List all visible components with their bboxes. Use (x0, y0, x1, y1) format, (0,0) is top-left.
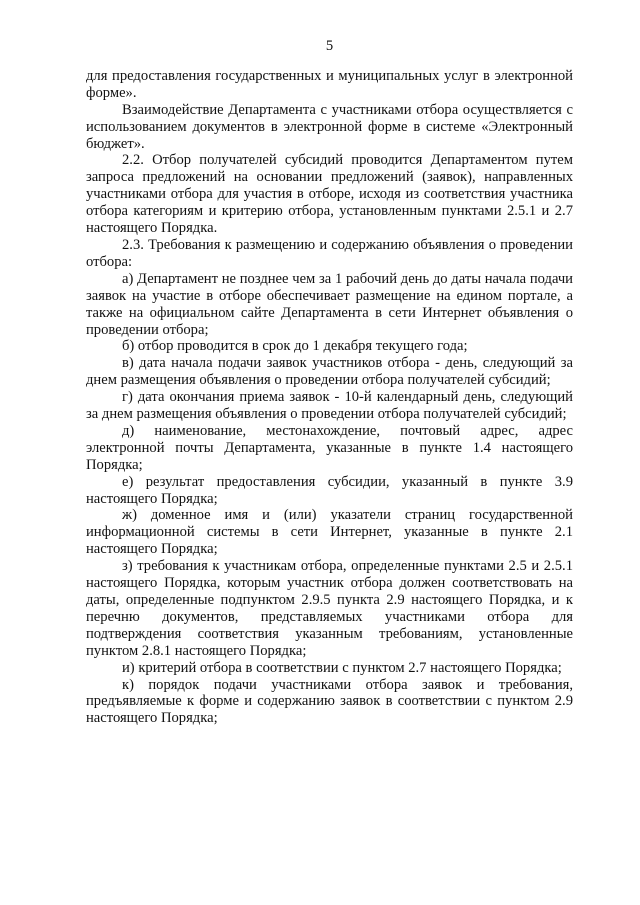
list-item-g: г) дата окончания приема заявок - 10-й календарный день, следующий за днем размещения объявления о проведении отбора получателей субсидий; (86, 389, 573, 423)
list-item-i: и) критерий отбора в соответствии с пунктом 2.7 настоящего Порядка; (122, 659, 562, 676)
list-item-v: в) дата начала подачи заявок участников отбора - день, следующий за днем размещения объявления о проведении отбора получателей субсидий; (86, 355, 573, 389)
paragraph-interaction: Взаимодействие Департамента с участниками отбора осуществляется с использованием документов в электронной форме в системе «Электронный бюджет». (86, 101, 573, 152)
list-item-z: з) требования к участникам отбора, определенные пунктами 2.5 и 2.5.1 настоящего Порядка, которым участник отбора должен соответствовать на даты, определенные подпунктом 2.9.5 пункта 2.9 настоящего Порядка, и к перечню документов, представляемых участниками отбора для подтверждения соответствия указанным требованиям, установленные пунктом 2.8.1 настоящего Порядка; (86, 558, 573, 659)
page-number: 5 (325, 38, 334, 54)
list-item-a: а) Департамент не позднее чем за 1 рабочий день до даты начала подачи заявок на участие в отборе обеспечивает размещение на едином портале, а также на официальном сайте Департамента в сети Интернет объявления о проведении отбора; (86, 270, 573, 338)
paragraph-continuation: для предоставления государственных и муниципальных услуг в электронной форме». (86, 67, 573, 101)
list-item-k: к) порядок подачи участниками отбора заявок и требования, предъявляемые к форме и содержанию заявок в соответствии с пунктом 2.9 настоящего Порядка; (86, 676, 573, 727)
list-item-zh: ж) доменное имя и (или) указатели страниц государственной информационной системы в сети Интернет, указанные в пункте 2.1 настоящего Порядка; (86, 507, 573, 558)
list-item-e: е) результат предоставления субсидии, указанный в пункте 3.9 настоящего Порядка; (86, 473, 573, 507)
paragraph-2-3: 2.3. Требования к размещению и содержанию объявления о проведении отбора: (86, 236, 573, 270)
document-page (86, 38, 573, 727)
list-item-d: д) наименование, местонахождение, почтовый адрес, адрес электронной почты Департамента, указанные в пункте 1.4 настоящего Порядка; (86, 422, 573, 473)
paragraph-2-2: 2.2. Отбор получателей субсидий проводится Департаментом путем запроса предложений на основании предложений (заявок), направленных участниками отбора для участия в отборе, исходя из соответствия участника отбора категориям и критерию отбора, установленным пунктами 2.5.1 и 2.7 настоящего Порядка. (86, 152, 573, 237)
list-item-b: б) отбор проводится в срок до 1 декабря текущего года; (122, 338, 468, 355)
